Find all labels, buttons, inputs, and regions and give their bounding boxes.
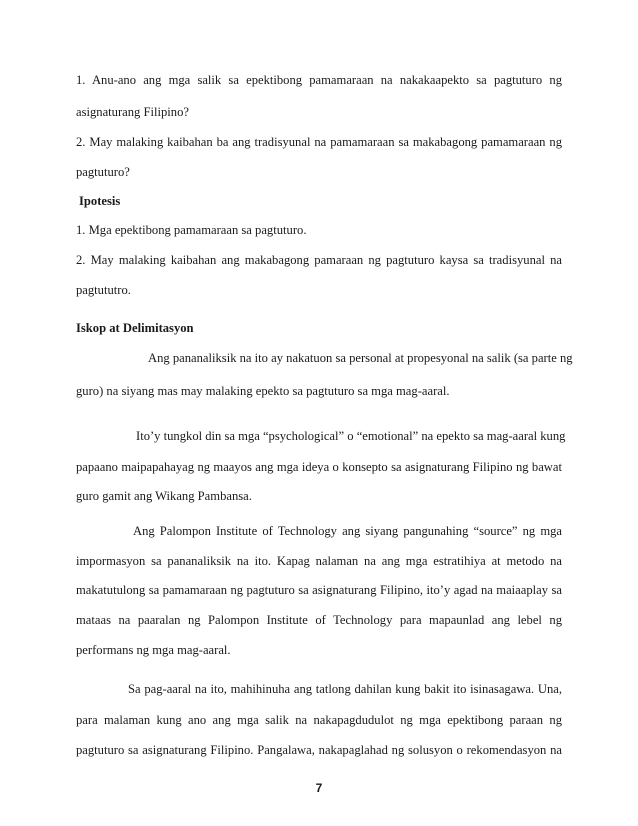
page-number: 7 <box>315 781 323 795</box>
scope-paragraph-3-line-2: impormasyon sa pananaliksik na ito. Kapag nalaman na ang mga estratihiya at metodo na <box>76 554 562 568</box>
question-2-line-2: pagtuturo? <box>76 165 130 179</box>
scope-paragraph-4-line-1: Sa pag-aaral na ito, mahihinuha ang tatlong dahilan kung bakit ito isinasagawa. Una, <box>128 682 562 696</box>
hypothesis-item-2-line-2: pagtututro. <box>76 283 131 297</box>
scope-paragraph-2-line-2: papaano maipapahayag ng maayos ang mga ideya o konsepto sa asignaturang Filipino ng bawat <box>76 460 562 474</box>
scope-paragraph-1-line-1: Ang pananaliksik na ito ay nakatuon sa personal at propesyonal na salik (sa parte ng <box>148 351 573 365</box>
question-2-line-1: 2. May malaking kaibahan ba ang tradisyunal na pamamaraan sa makabagong pamamaraan ng <box>76 135 562 149</box>
hypothesis-item-2-line-1: 2. May malaking kaibahan ang makabagong pamaraan ng pagtuturo kaysa sa tradisyunal na <box>76 253 562 267</box>
scope-paragraph-4-line-3: pagtuturo sa asignaturang Filipino. Pangalawa, nakapaglahad ng solusyon o rekomendasyon na <box>76 743 562 757</box>
hypothesis-heading: Ipotesis <box>79 194 121 208</box>
scope-paragraph-1-line-2: guro) na siyang mas may malaking epekto sa pagtuturo sa mga mag-aaral. <box>76 384 450 398</box>
scope-paragraph-3-line-1: Ang Palompon Institute of Technology ang siyang pangunahing “source” ng mga <box>133 524 562 538</box>
scope-paragraph-3-line-5: performans ng mga mag-aaral. <box>76 643 231 657</box>
scope-paragraph-2-line-1: Ito’y tungkol din sa mga “psychological” o “emotional” na epekto sa mag-aaral kung <box>136 429 566 443</box>
scope-paragraph-2-line-3: guro gamit ang Wikang Pambansa. <box>76 489 252 503</box>
question-1-line-2: asignaturang Filipino? <box>76 105 189 119</box>
question-1-line-1: 1. Anu-ano ang mga salik sa epektibong pamamaraan na nakakaapekto sa pagtuturo ng <box>76 73 562 87</box>
scope-heading: Iskop at Delimitasyon <box>76 321 194 335</box>
scope-paragraph-3-line-4: mataas na paaralan ng Palompon Institute of Technology para mapaunlad ang lebel ng <box>76 613 562 627</box>
scope-paragraph-3-line-3: makatutulong sa pamamaraan ng pagtuturo sa asignaturang Filipino, ito’y agad na maiaaplay sa <box>76 583 562 597</box>
hypothesis-item-1: 1. Mga epektibong pamamaraan sa pagtuturo. <box>76 223 307 237</box>
scope-paragraph-4-line-2: para malaman kung ano ang mga salik na nakapagdudulot ng mga epektibong paraan ng <box>76 713 562 727</box>
